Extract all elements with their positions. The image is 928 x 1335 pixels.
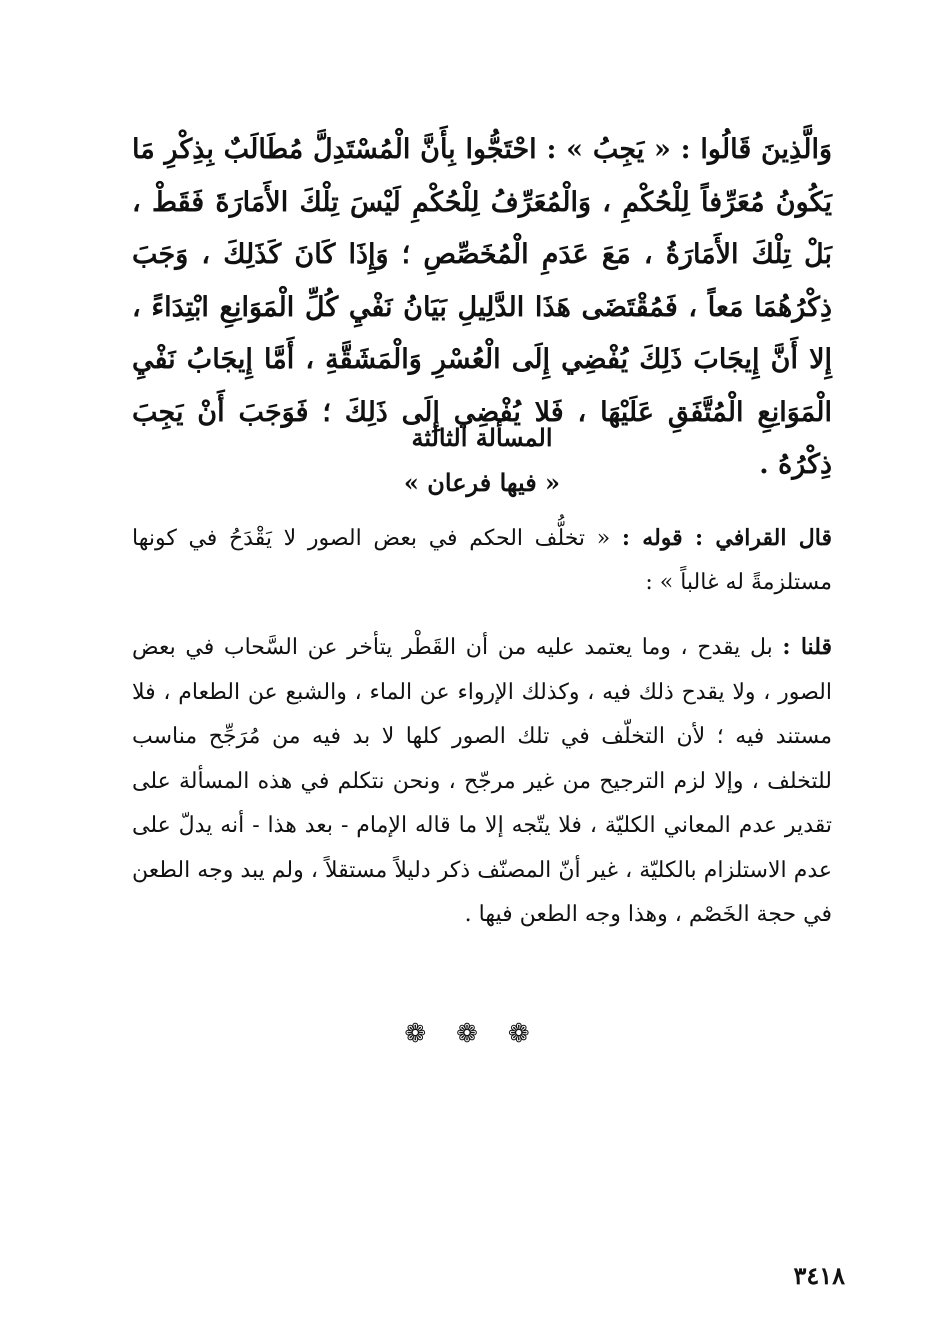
section-subheading: « فيها فرعان » [403,468,561,497]
page-number: ٣٤١٨ [793,1261,845,1290]
body-paragraph-2 [132,516,832,605]
body-paragraph-3 [132,625,832,938]
paragraph-2-lead: قال القرافي : قوله : [621,525,833,551]
paragraph-3-text: بل يقدح ، وما يعتمد عليه من أن القَطْر يتأخر عن السَّحاب في بعض الصور ، ولا يقدح ذلك فيه ، وكذلك الإرواء عن الماء ، والشبع عن الطعام ، فلا مستند فيه ؛ لأن التخلّف في تلك الصور كلها لا بد فيه من مُرَجِّح مناسب للتخلف ، وإلا لزم الترجيح من غير مرجّح ، ونحن نتكلم في هذه المسألة على تقدير عدم المعاني الكليّة ، فلا يتّجه إلا ما قاله الإمام - بعد هذا - أنه يدلّ على عدم الاستلزام بالكليّة ، غير أنّ المصنّف ذكر دليلاً مستقلاً ، ولم يبد وجه الطعن في حجة الخَصْم ، وهذا وجه الطعن فيها . [132,635,832,927]
section-separator-stars: ❁❁❁ [404,1019,560,1049]
section-heading: المسألة الثالثة [411,423,553,452]
paragraph-2-text: « تخلُّف الحكم في بعض الصور لا يَقْدَحُ في كونها مستلزمةً له غالباً » : [132,526,832,595]
paragraph-3-lead: قلنا : [782,634,832,660]
body-paragraph-1: وَالَّذِينَ قَالُوا : « يَجِبُ » : احْتَجُّوا بِأَنَّ الْمُسْتَدِلَّ مُطَالَبٌ بِذِكْرِ مَا يَكُونُ مُعَرِّفاً لِلْحُكْمِ ، وَالْمُعَرِّفُ لِلْحُكْمِ لَيْسَ تِلْكَ الأَمَارَةَ فَقَطْ ، بَلْ تِلْكَ الأَمَارَةُ ، مَعَ عَدَمِ الْمُخَصِّصِ ؛ وَإِذَا كَانَ كَذَلِكَ ، وَجَبَ ذِكْرُهُمَا مَعاً ، فَمُقْتَضَى هَذَا الدَّلِيلِ بَيَانُ نَفْيِ كُلِّ الْمَوَانِعِ ابْتِدَاءً ، إِلا أَنَّ إِيجَابَ ذَلِكَ يُفْضِي إِلَى الْعُسْرِ وَالْمَشَقَّةِ ، أَمَّا إِيجَابُ نَفْيِ الْمَوَانِعِ الْمُتَّفَقِ عَلَيْهَا ، فَلا يُفْضِي إِلَى ذَلِكَ ؛ فَوَجَبَ أَنْ يَجِبَ ذِكْرُهُ . [132,134,832,480]
